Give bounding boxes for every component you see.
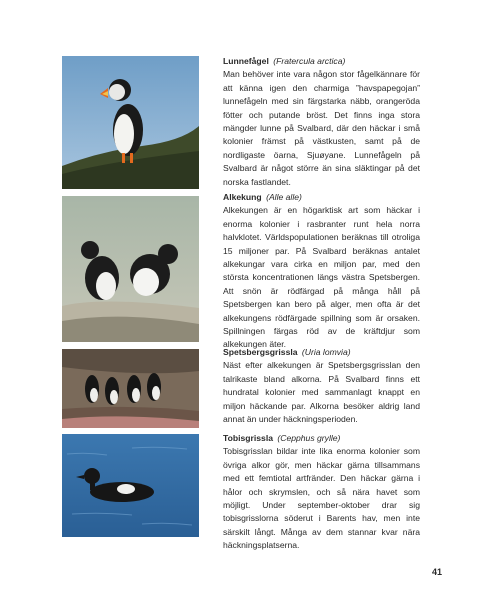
species-latin-name: (Alle alle) — [266, 192, 302, 202]
little-auk-photo — [62, 196, 199, 342]
species-latin-name: (Uria lomvia) — [301, 347, 351, 357]
species-latin-name: (Cepphus grylle) — [277, 433, 341, 443]
species-entry-little-auk — [223, 191, 420, 352]
species-heading — [223, 432, 420, 445]
species-entry-brunnichs-guillemot — [223, 346, 420, 426]
species-description: Tobisgrisslan bildar inte lika enorma kolonier som övriga alkor gör, men häckar gärna tillsammans med ett femtiotal artfränder. Den häckar gärna i hålor och skrymslen, och så nära havet som möjligt. Under september-oktober drar sig tobisgrisslorna söderut i Barents hav, men inte särskilt långt. Många av dem stannar kvar nära häckningsplatserna. — [223, 446, 420, 551]
species-description: Näst efter alkekungen är Spetsbergsgrisslan den talrikaste bland alkorna. På Svalbard finns ett hundratal kolonier med sammanlagt knappt en miljon häckande par. Alkorna besöker aldrig land annat än under häckningsperioden. — [223, 360, 420, 425]
species-name: Spetsbergsgrissla — [223, 347, 298, 357]
species-heading — [223, 191, 420, 204]
species-heading — [223, 55, 420, 68]
species-name: Tobisgrissla — [223, 433, 273, 443]
species-latin-name: (Fratercula arctica) — [273, 56, 346, 66]
species-heading — [223, 346, 420, 359]
species-name: Lunnefågel — [223, 56, 269, 66]
page-number: 41 — [432, 567, 443, 577]
species-entry-black-guillemot — [223, 432, 420, 553]
brunnichs-guillemot-photo — [62, 349, 199, 428]
black-guillemot-photo — [62, 434, 199, 537]
species-name: Alkekung — [223, 192, 262, 202]
species-description: Alkekungen är en högarktisk art som häckar i enorma kolonier i rasbranter runt hela norra halvklotet. Världspopulationen beräknas till otroliga 15 miljoner par. På Svalbard beräknas antalet alkekungar vara cirka en miljon par, med den största koncentrationen längs västra Spetsbergen. Att snön är rödfärgad på många håll på Spetsbergen kan bero på alger, men ofta är det alkekungens rödfärgade spillning som är orsaken. Spillningen färgas röd av de kräftdjur som alkekungen äter. — [223, 205, 420, 350]
puffin-photo — [62, 56, 199, 189]
species-entry-puffin — [223, 55, 420, 189]
species-description: Man behöver inte vara någon stor fågelkännare för att känna igen den charmiga ”havspapegojan” lunnefågeln med sin färgstarka näbb, orangeröda fötter och putande bröst. Det finns inga stora mängder lunne på Svalbard, där den häckar i små kolonier främst på västkusten, samt på de nordligaste öarna, Sjuøyane. Lunnefågeln på Svalbard är något större än sina släktingar på det norska fastlandet. — [223, 69, 420, 187]
